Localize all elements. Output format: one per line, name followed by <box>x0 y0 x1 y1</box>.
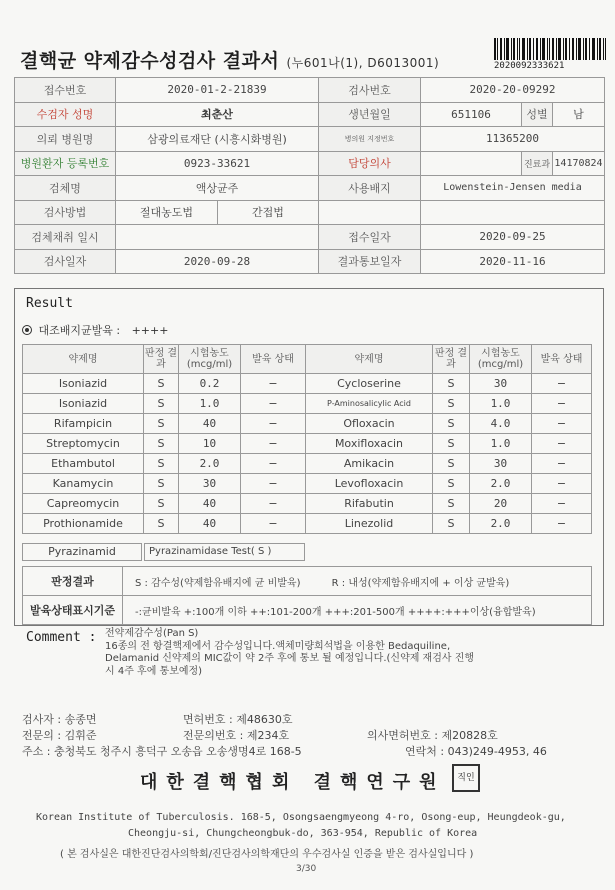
growth-status: − <box>241 414 306 434</box>
table-row <box>23 514 592 534</box>
growth-status: − <box>532 374 592 394</box>
col-drug-name: 약제명 <box>306 345 433 374</box>
doctor <box>421 151 522 176</box>
growth-status: − <box>241 474 306 494</box>
concentration: 10 <box>179 434 241 454</box>
table-row <box>23 474 592 494</box>
result: S <box>433 414 470 434</box>
result: S <box>433 474 470 494</box>
institute-name-kr: 대한결핵협회 결핵연구원 <box>140 772 446 793</box>
empty-cell <box>319 200 421 225</box>
growth-status: − <box>241 514 306 534</box>
concentration: 40 <box>179 514 241 534</box>
label-growth-criteria: 발육상태표시기준 <box>23 596 123 625</box>
comment-line: 16종의 전 항결핵제에서 감수성입니다.액체미량희석법을 이용한 Bedaquiline, <box>105 640 451 652</box>
drug-name: Linezolid <box>306 514 433 534</box>
control-media-label: 대조배지균발육 : <box>38 324 121 337</box>
concentration: 40 <box>179 414 241 434</box>
patient-name: 최춘산 <box>116 102 319 127</box>
col-growth: 발육 상태 <box>532 345 592 374</box>
table-row <box>23 596 592 625</box>
medium: Lowenstein-Jensen media <box>421 176 605 201</box>
label-test-no: 검사번호 <box>319 78 421 103</box>
label-hospital-code: 병의원 지정번호 <box>319 127 421 152</box>
result: S <box>144 454 179 474</box>
table-header-row <box>23 345 592 374</box>
table-row <box>15 225 605 250</box>
concentration: 30 <box>470 374 532 394</box>
concentration: 1.0 <box>470 434 532 454</box>
growth-status: − <box>532 474 592 494</box>
barcode <box>494 38 606 60</box>
legend-resistant: R : 내성(약제함유배지에 + 이상 균발육) <box>331 577 510 589</box>
growth-status: − <box>532 434 592 454</box>
birth-date: 651106 <box>421 102 522 127</box>
drug-name: Capreomycin <box>23 494 144 514</box>
department: 14170824 <box>553 151 605 176</box>
concentration: 2.0 <box>470 474 532 494</box>
result-title: Result <box>26 296 73 311</box>
label-doctor: 담당의사 <box>319 151 421 176</box>
result: S <box>144 434 179 454</box>
specialist: 전문의 : 김휘준 <box>22 729 97 742</box>
growth-status: − <box>241 454 306 474</box>
result: S <box>433 454 470 474</box>
pyrazinamide-label: Pyrazinamid <box>22 543 142 561</box>
label-receipt-no: 접수번호 <box>15 78 116 103</box>
col-drug-name: 약제명 <box>23 345 144 374</box>
report-title <box>20 46 439 73</box>
table-row <box>15 78 605 103</box>
comment-label: Comment : <box>26 630 97 645</box>
hospital-code: 11365200 <box>421 127 605 152</box>
address: 주소 : 충청북도 청주시 흥덕구 오송읍 오송생명4로 168-5 <box>22 745 302 758</box>
growth-status: − <box>532 514 592 534</box>
drug-name: Ethambutol <box>23 454 144 474</box>
report-title-code: (누601나(1), D6013001) <box>286 56 440 70</box>
result: S <box>144 394 179 414</box>
result: S <box>144 494 179 514</box>
table-row <box>15 151 605 176</box>
institute-address-en-1: Korean Institute of Tuberculosis. 168-5, Osongsaengmyeong 4-ro, Osong-eup, Heungdeok-gu, <box>36 812 566 823</box>
test-date: 2020-09-28 <box>116 249 319 274</box>
patient-reg-no: 0923-33621 <box>116 151 319 176</box>
drug-name: Rifampicin <box>23 414 144 434</box>
collection-date <box>116 225 319 250</box>
result: S <box>144 514 179 534</box>
growth-status: − <box>241 374 306 394</box>
label-test-method: 검사방법 <box>15 200 116 225</box>
growth-status: − <box>241 394 306 414</box>
receipt-no: 2020-01-2-21839 <box>116 78 319 103</box>
concentration: 40 <box>179 494 241 514</box>
doctor-license-no: 의사면허번호 : 제20828호 <box>367 729 498 742</box>
control-media-growth <box>22 322 168 338</box>
concentration: 1.0 <box>179 394 241 414</box>
bullseye-icon <box>22 325 32 335</box>
page-number: 3/30 <box>296 864 317 874</box>
patient-info-table <box>14 77 605 274</box>
growth-status: − <box>241 494 306 514</box>
label-birth-date: 생년월일 <box>319 102 421 127</box>
result: S <box>433 434 470 454</box>
barcode-number: 2020092333621 <box>494 61 565 71</box>
label-patient-reg-no: 병원환자 등록번호 <box>15 151 116 176</box>
result: S <box>433 494 470 514</box>
tester: 검사자 : 송종면 <box>22 713 97 726</box>
growth-status: − <box>532 394 592 414</box>
concentration: 30 <box>179 474 241 494</box>
result: S <box>144 474 179 494</box>
label-receipt-date: 접수일자 <box>319 225 421 250</box>
result: S <box>433 394 470 414</box>
drug-susceptibility-table <box>22 344 592 534</box>
drug-name: Prothionamide <box>23 514 144 534</box>
drug-name: Streptomycin <box>23 434 144 454</box>
comment-line: 전약제감수성(Pan S) <box>105 628 199 639</box>
comment-line: Delamanid 신약제의 MIC값이 약 2주 후에 통보 될 예정입니다.(신약제 재검사 진행 <box>105 653 475 664</box>
table-row <box>23 394 592 414</box>
drug-rows <box>23 374 592 534</box>
growth-status: − <box>532 494 592 514</box>
growth-criteria: -:균비발육 +:100개 이하 ++:101-200개 +++:201-500개 ++++:+++이상(융합발육) <box>123 596 592 625</box>
col-growth: 발육 상태 <box>241 345 306 374</box>
drug-name: Amikacin <box>306 454 433 474</box>
label-report-date: 결과통보일자 <box>319 249 421 274</box>
table-row <box>15 249 605 274</box>
result: S <box>433 374 470 394</box>
col-result: 판정 결과 <box>144 345 179 374</box>
table-row <box>23 454 592 474</box>
table-row <box>23 414 592 434</box>
official-seal: 직인 <box>452 764 480 792</box>
label-judgement: 판정결과 <box>23 567 123 596</box>
col-result: 판정 결과 <box>433 345 470 374</box>
concentration: 20 <box>470 494 532 514</box>
comment-text <box>105 628 600 678</box>
contact: 연락처 : 043)249-4953, 46 <box>405 745 547 758</box>
report-title-main: 결핵균 약제감수성검사 결과서 <box>20 50 280 72</box>
growth-status: − <box>532 454 592 474</box>
specimen: 액상균주 <box>116 176 319 201</box>
institute-address-en-2: Cheongju-si, Chungcheongbuk-do, 363-954, Republic of Korea <box>128 828 478 839</box>
label-department: 진료과 <box>522 151 553 176</box>
label-hospital: 의뢰 병원명 <box>15 127 116 152</box>
result: S <box>144 374 179 394</box>
empty-cell <box>421 200 605 225</box>
table-row <box>15 200 605 225</box>
legend-susceptible: S : 감수성(약제함유배지에 균 비발육) <box>135 577 301 589</box>
test-method-indirect: 간접법 <box>218 200 319 225</box>
comment-line: 시 4주 후에 통보예정) <box>105 665 203 677</box>
judgement-legend <box>123 567 592 596</box>
drug-name: Kanamycin <box>23 474 144 494</box>
drug-name: Ofloxacin <box>306 414 433 434</box>
drug-name: Moxifloxacin <box>306 434 433 454</box>
label-collection-date: 검체채취 일시 <box>15 225 116 250</box>
concentration: 0.2 <box>179 374 241 394</box>
drug-name: Isoniazid <box>23 394 144 414</box>
table-row <box>23 434 592 454</box>
pyrazinamidase-test: Pyrazinamidase Test( S ) <box>144 543 305 561</box>
report-date: 2020-11-16 <box>421 249 605 274</box>
certification-note: ( 본 검사실은 대한진단검사의학회/진단검사의학재단의 우수검사실 인증을 받은 검사실입니다 ) <box>60 849 474 860</box>
test-no: 2020-20-09292 <box>421 78 605 103</box>
table-row <box>15 127 605 152</box>
sex: 남 <box>553 102 605 127</box>
label-test-date: 검사일자 <box>15 249 116 274</box>
concentration: 2.0 <box>470 514 532 534</box>
drug-name: Isoniazid <box>23 374 144 394</box>
specialist-no: 전문의번호 : 제234호 <box>183 729 290 742</box>
result: S <box>144 414 179 434</box>
table-row <box>15 102 605 127</box>
label-specimen: 검체명 <box>15 176 116 201</box>
concentration: 2.0 <box>179 454 241 474</box>
growth-status: − <box>241 434 306 454</box>
col-concentration: 시험농도 (mcg/ml) <box>179 345 241 374</box>
label-patient-name: 수검자 성명 <box>15 102 116 127</box>
drug-name: Cycloserine <box>306 374 433 394</box>
control-media-value: ++++ <box>131 324 169 337</box>
drug-name: P-Aminosalicylic Acid <box>306 394 433 414</box>
label-sex: 성별 <box>522 102 553 127</box>
receipt-date: 2020-09-25 <box>421 225 605 250</box>
label-medium: 사용배지 <box>319 176 421 201</box>
license-no: 면허번호 : 제48630호 <box>183 713 293 726</box>
drug-name: Rifabutin <box>306 494 433 514</box>
concentration: 1.0 <box>470 394 532 414</box>
legend-table <box>22 566 592 625</box>
drug-name: Levofloxacin <box>306 474 433 494</box>
test-method-absolute: 절대농도법 <box>116 200 218 225</box>
growth-status: − <box>532 414 592 434</box>
concentration: 4.0 <box>470 414 532 434</box>
table-row <box>15 176 605 201</box>
table-row <box>23 494 592 514</box>
concentration: 30 <box>470 454 532 474</box>
table-row <box>23 374 592 394</box>
col-concentration: 시험농도 (mcg/ml) <box>470 345 532 374</box>
table-row <box>23 567 592 596</box>
result: S <box>433 514 470 534</box>
hospital-name: 삼광의료재단 (시흥시화병원) <box>116 127 319 152</box>
